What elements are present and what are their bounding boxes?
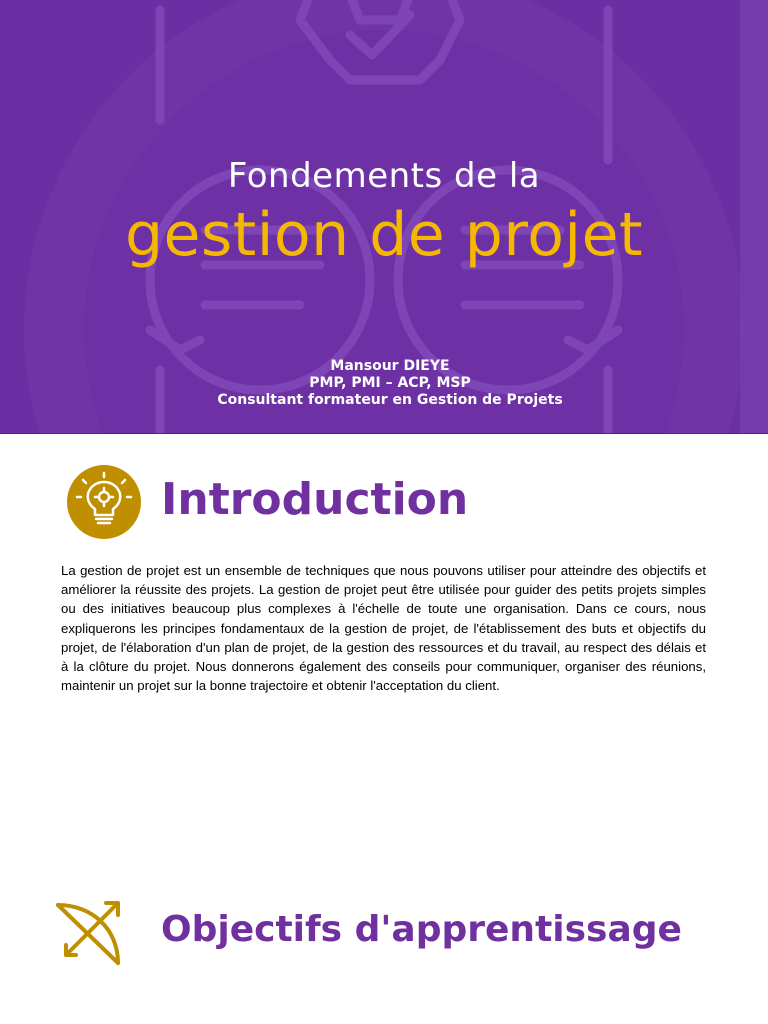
- lightbulb-gear-icon: [67, 465, 141, 539]
- bow-and-arrow-icon: [52, 897, 124, 969]
- intro-heading: Introduction: [161, 474, 469, 525]
- objectives-heading: Objectifs d'apprentissage: [161, 909, 682, 950]
- cover-title-line1: Fondements de la: [227, 156, 541, 196]
- author-credentials: PMP, PMI – ACP, MSP: [309, 375, 471, 391]
- cover-title-line2: gestion de projet: [124, 200, 644, 270]
- intro-paragraph: La gestion de projet est un ensemble de techniques que nous pouvons utiliser pour atteindre des objectifs et améliorer la réussite des projets. La gestion de projet peut être utilisée pour guider des petits projets simples ou des initiatives beaucoup plus complexes à l'échelle de toute une organisation. Dans ce cours, nous expliquerons les principes fondamentaux de la gestion de projet, de l'établissement des buts et objectifs du projet, de l'élaboration d'un plan de projet, de la gestion des ressources et du travail, au respect des délais et à la clôture du projet. Nous donnerons également des conseils pour communiquer, organiser des réunions, maintenir un projet sur la bonne trajectoire et obtenir l'acceptation du client.: [61, 563, 706, 694]
- author-block: [0, 358, 768, 409]
- author-role: Consultant formateur en Gestion de Projets: [217, 392, 563, 408]
- cover-banner: [0, 0, 768, 434]
- author-name: Mansour DIEYE: [330, 358, 450, 374]
